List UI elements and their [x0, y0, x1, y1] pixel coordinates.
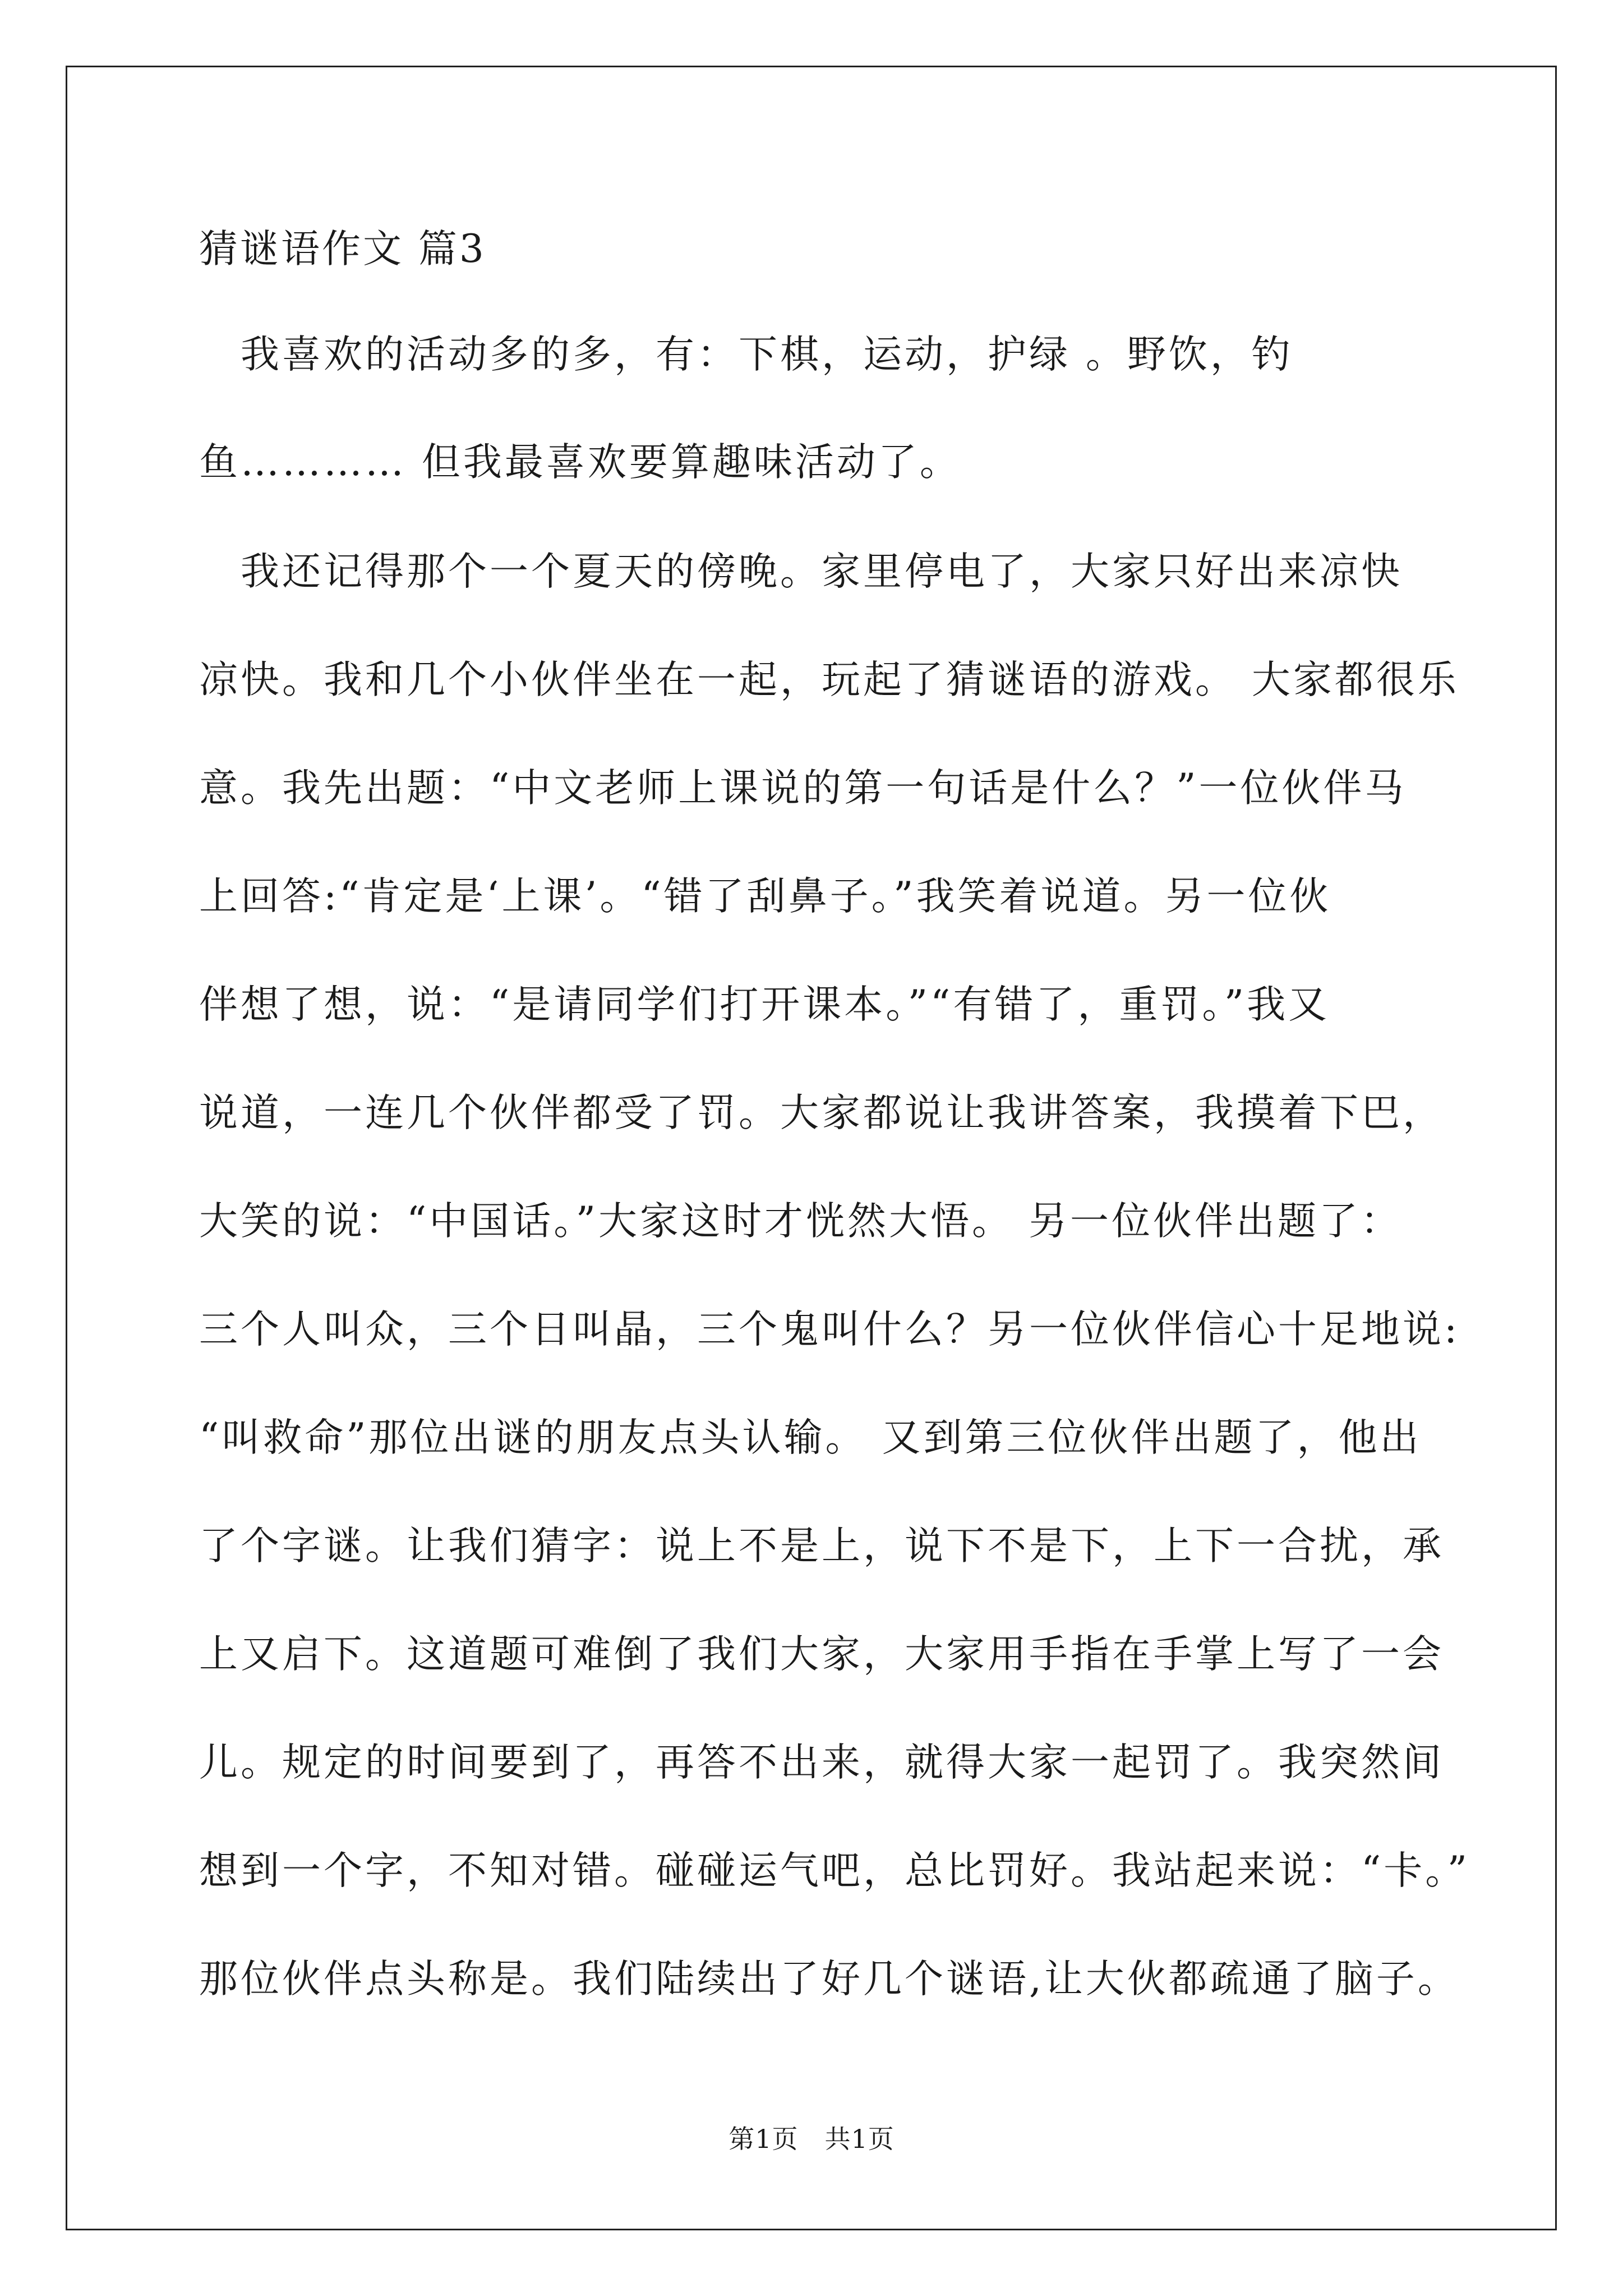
body-line-5: 意。我先出题：“中文老师上课说的第一句话是什么？”一位伙伴马: [199, 766, 1407, 811]
page-footer: 第1页 共1页: [728, 2124, 895, 2154]
body-line-16: 那位伙伴点头称是。我们陆续出了好几个谜语,让大伙都疏通了脑子。: [199, 1957, 1459, 2001]
body-line-9: 大笑的说：“中国话。”大家这时才恍然大悟。 另一位伙伴出题了：: [199, 1199, 1402, 1244]
body-line-2: 鱼………… 但我最喜欢要算趣味活动了。: [199, 440, 961, 485]
body-line-3: 我还记得那个一个夏天的傍晚。家里停电了，大家只好出来凉快: [199, 549, 1403, 594]
body-line-13: 上又启下。这道题可难倒了我们大家，大家用手指在手掌上写了一会: [199, 1632, 1444, 1677]
body-line-15: 想到一个字，不知对错。碰碰运气吧，总比罚好。我站起来说：“卡。”: [199, 1848, 1470, 1893]
body-line-6: 上回答:“肯定是‘上课’。“错了刮鼻子。”我笑着说道。另一位伙: [199, 874, 1331, 919]
body-line-12: 了个字谜。让我们猜字：说上不是上，说下不是下，上下一合扰，承: [199, 1524, 1444, 1568]
body-line-11: “叫救命”那位出谜的朋友点头认输。 又到第三位伙伴出题了，他出: [199, 1415, 1422, 1460]
body-line-14: 儿。规定的时间要到了，再答不出来，就得大家一起罚了。我突然间: [199, 1740, 1444, 1785]
body-line-7: 伴想了想，说：“是请同学们打开课本。”“有错了，重罚。”我又: [199, 982, 1330, 1027]
page-border: [66, 66, 1557, 2230]
body-line-8: 说道，一连几个伙伴都受了罚。大家都说让我讲答案，我摸着下巴，: [199, 1091, 1444, 1135]
document-title: 猜谜语作文 篇3: [199, 227, 486, 272]
body-line-4: 凉快。我和几个小伙伴坐在一起，玩起了猜谜语的游戏。 大家都很乐: [199, 657, 1459, 702]
body-line-1: 我喜欢的活动多的多，有：下棋，运动，护绿 。野饮，钓: [199, 332, 1293, 377]
body-line-10: 三个人叫众，三个日叫晶，三个鬼叫什么？另一位伙伴信心十足地说:: [199, 1307, 1460, 1352]
